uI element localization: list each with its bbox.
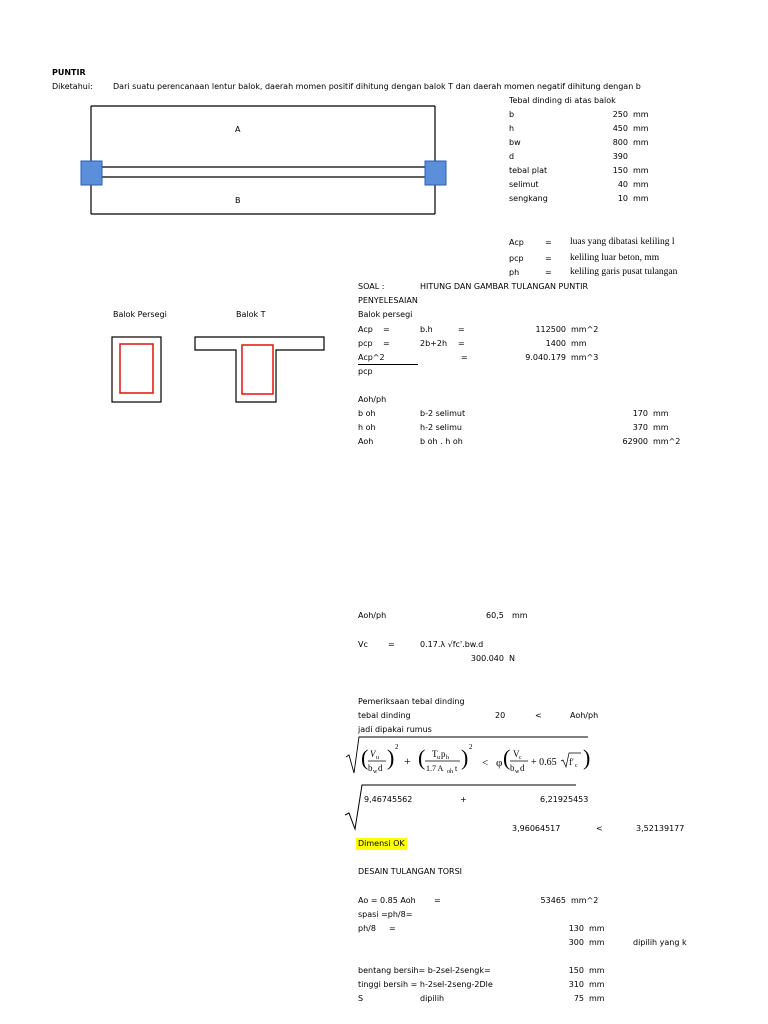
soal-text: HITUNG DAN GAMBAR TULANGAN PUNTIR: [420, 282, 589, 291]
svg-text:2: 2: [395, 743, 399, 751]
param-name: bw: [509, 138, 521, 147]
pcp-eq: =: [383, 339, 390, 348]
svg-text:u: u: [437, 755, 440, 761]
balok-persegi-heading: Balok persegi: [358, 310, 413, 319]
svg-text:w: w: [373, 769, 378, 775]
s-formula: dipilih: [420, 994, 445, 1003]
given-label: Diketahui:: [52, 82, 93, 91]
param-name: tebal plat: [509, 166, 548, 175]
svg-text:(: (: [503, 745, 511, 770]
aoh-ph-unit: mm: [512, 611, 528, 620]
check-label: tebal dinding: [358, 711, 411, 720]
svg-text:h: h: [446, 755, 449, 761]
ao-value: 53465: [540, 896, 566, 905]
param-name: d: [509, 152, 515, 161]
svg-text:t: t: [455, 764, 458, 773]
param-name: selimut: [509, 180, 539, 189]
param-value: 450: [612, 124, 628, 133]
aoh-row-sym: h oh: [358, 423, 376, 432]
svg-text:): ): [387, 745, 395, 770]
svg-text:2: 2: [469, 743, 473, 751]
param-unit: mm: [633, 194, 649, 203]
bentang-value: 150: [568, 966, 584, 975]
svg-text:c: c: [575, 763, 578, 769]
param-value: 250: [612, 110, 628, 119]
svg-text:c: c: [519, 755, 522, 761]
svg-text:w: w: [515, 769, 520, 775]
svg-text:b: b: [510, 763, 515, 773]
t-beam-stirrup: [242, 345, 273, 394]
param-value: 800: [612, 138, 628, 147]
pcp-value: 1400: [545, 339, 566, 348]
acp-unit: mm^2: [571, 325, 599, 334]
param-unit: mm: [633, 124, 649, 133]
aoh-row-value: 370: [632, 423, 648, 432]
svg-text:): ): [461, 745, 469, 770]
spasi-label: spasi =ph/8=: [358, 910, 413, 919]
aoh-row-value: 62900: [622, 437, 648, 446]
check-rhs: Aoh/ph: [570, 711, 599, 720]
aoh-ph-label: Aoh/ph: [358, 611, 387, 620]
given-text: Dari suatu perencanaan lentur balok, daerah momen positif dihitung dengan balok T dan daerah momen negatif dihitung dengan b: [113, 82, 641, 91]
ph8-label: ph/8: [358, 924, 376, 933]
svg-text:V: V: [513, 749, 520, 759]
tinggi-unit: mm: [589, 980, 605, 989]
svg-text:u: u: [376, 755, 379, 761]
def-sym: pcp: [509, 254, 524, 263]
pcp-sym: pcp: [358, 339, 373, 348]
acp2-sym: Acp^2: [358, 353, 385, 362]
acp-formula: b.h: [420, 325, 433, 334]
fraction-line: [358, 364, 418, 365]
svg-text:d: d: [378, 763, 383, 773]
acp2-value: 9.040.179: [525, 353, 566, 362]
svg-text:): ): [583, 745, 591, 770]
vc-unit: N: [509, 654, 515, 663]
aoh-row-unit: mm^2: [653, 437, 681, 446]
aoh-row-unit: mm: [653, 423, 669, 432]
acp-eq2: =: [458, 325, 465, 334]
tinggi-label: tinggi bersih = h-2sel-2seng-2Dle: [358, 980, 493, 989]
acp2-denominator: pcp: [358, 367, 373, 376]
svg-text:b: b: [368, 763, 373, 773]
svg-text:d: d: [520, 763, 525, 773]
page-title: PUNTIR: [52, 68, 86, 77]
check-value: 20: [495, 711, 506, 720]
def-desc: keliling garis pusat tulangan: [570, 267, 678, 277]
torsion-formula: [340, 735, 610, 830]
max-unit: mm: [589, 938, 605, 947]
def-desc: keliling luar beton, mm: [570, 253, 660, 263]
bentang-label: bentang bersih= b-2sel-2sengk=: [358, 966, 491, 975]
rect-beam-stirrup: [120, 344, 153, 393]
svg-text:V: V: [370, 749, 376, 759]
t-beam-outline: [195, 337, 324, 402]
svg-text:1.7 A: 1.7 A: [426, 764, 444, 773]
svg-text:(: (: [418, 745, 426, 770]
ao-unit: mm^2: [571, 896, 599, 905]
param-unit: mm: [633, 180, 649, 189]
acp2-eq: =: [461, 353, 468, 362]
status-badge: Dimensi OK: [358, 839, 405, 848]
svg-text:φ: φ: [496, 757, 503, 769]
check-lhs: 3,96064517: [512, 824, 561, 833]
param-name: h: [509, 124, 515, 133]
acp-sym: Acp: [358, 325, 373, 334]
svg-text:+ 0.65: + 0.65: [531, 757, 557, 768]
params-heading: Tebal dinding di atas balok: [509, 96, 616, 105]
pcp-formula: 2b+2h: [420, 339, 448, 348]
balok-t-label: Balok T: [236, 310, 266, 319]
check-op: <: [535, 711, 542, 720]
aoh-row-formula: h-2 selimu: [420, 423, 462, 432]
svg-text:<: <: [482, 757, 489, 769]
acp2-unit: mm^3: [571, 353, 599, 362]
soal-label: SOAL :: [358, 282, 385, 291]
param-value: 390: [612, 152, 628, 161]
acp-eq: =: [383, 325, 390, 334]
param-value: 10: [617, 194, 628, 203]
aoh-ph-value: 60,5: [486, 611, 504, 620]
ph8-value: 130: [568, 924, 584, 933]
svg-text:T: T: [432, 749, 438, 759]
vc-eq: =: [388, 640, 395, 649]
param-value: 150: [612, 166, 628, 175]
check-term1: 9,46745562: [364, 795, 413, 804]
aoh-row-value: 170: [632, 409, 648, 418]
s-unit: mm: [589, 994, 605, 1003]
balok-persegi-label: Balok Persegi: [113, 310, 167, 319]
aoh-heading: Aoh/ph: [358, 395, 387, 404]
acp-value: 112500: [535, 325, 566, 334]
param-name: b: [509, 110, 515, 119]
def-eq: =: [545, 268, 552, 277]
param-unit: mm: [633, 166, 649, 175]
aoh-row-formula: b oh . h oh: [420, 437, 463, 446]
s-label: S: [358, 994, 364, 1003]
ao-label: Ao = 0.85 Aoh: [358, 896, 416, 905]
check-plus: +: [460, 795, 467, 804]
ph8-unit: mm: [589, 924, 605, 933]
svg-text:p: p: [441, 749, 446, 759]
svg-text:oh: oh: [447, 769, 453, 775]
param-value: 40: [617, 180, 628, 189]
check-rhs2: 3,52139177: [636, 824, 685, 833]
max-note: dipilih yang k: [633, 938, 687, 947]
param-unit: mm: [633, 138, 649, 147]
def-sym: Acp: [509, 238, 524, 247]
torsi-heading: DESAIN TULANGAN TORSI: [358, 867, 463, 876]
aoh-row-sym: Aoh: [358, 437, 374, 446]
solution-heading: PENYELESAIAN: [358, 296, 418, 305]
max-value: 300: [568, 938, 584, 947]
check-term2: 6,21925453: [540, 795, 589, 804]
def-eq: =: [545, 238, 552, 247]
region-a-label: A: [235, 125, 241, 134]
vc-value: 300.040: [470, 654, 504, 663]
bentang-unit: mm: [589, 966, 605, 975]
aoh-row-formula: b-2 selimut: [420, 409, 466, 418]
svg-text:+: +: [404, 754, 411, 768]
svg-text:(: (: [361, 745, 369, 770]
ph8-eq: =: [389, 924, 396, 933]
pcp-eq2: =: [458, 339, 465, 348]
vc-sym: Vc: [358, 640, 368, 649]
pcp-unit: mm: [571, 339, 587, 348]
param-name: sengkang: [509, 194, 548, 203]
def-eq: =: [545, 254, 552, 263]
tinggi-value: 310: [568, 980, 584, 989]
svg-text:f′: f′: [569, 757, 574, 767]
aoh-row-unit: mm: [653, 409, 669, 418]
def-sym: ph: [509, 268, 520, 277]
vc-formula: 0.17.λ √fc'.bw.d: [420, 640, 484, 649]
region-b-label: B: [235, 196, 241, 205]
check-op2: <: [596, 824, 603, 833]
check-note: jadi dipakai rumus: [358, 725, 432, 734]
def-desc: luas yang dibatasi keliling l: [570, 237, 675, 247]
param-unit: mm: [633, 110, 649, 119]
s-value: 75: [573, 994, 584, 1003]
ao-eq: =: [434, 896, 441, 905]
check-heading: Pemeriksaan tebal dinding: [358, 697, 465, 706]
aoh-row-sym: b oh: [358, 409, 376, 418]
